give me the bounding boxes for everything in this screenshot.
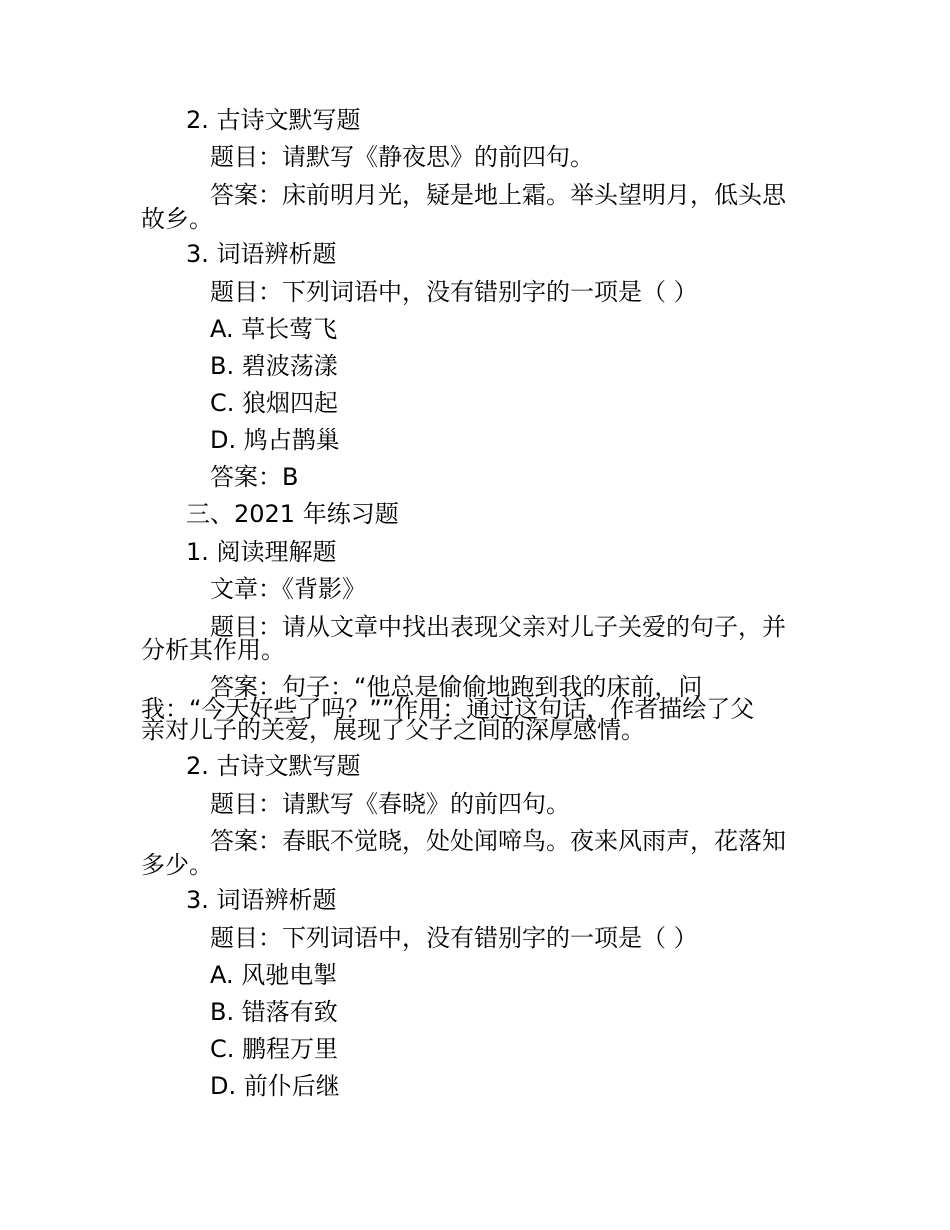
- reading-heading: 1. 阅读理解题: [186, 538, 337, 566]
- reading-answer: 答案：句子：“他总是偷偷地跑到我的床前，问: [210, 673, 703, 701]
- option-d-2: D. 前仆后继: [210, 1072, 340, 1100]
- reading-question: 题目：请从文章中找出表现父亲对儿子关爱的句子，并: [210, 613, 786, 641]
- poem-heading-2: 2. 古诗文默写题: [186, 752, 361, 780]
- word-heading: 3. 词语辨析题: [186, 240, 337, 268]
- option-c-2: C. 鹏程万里: [210, 1035, 339, 1063]
- word-answer: 答案：B: [210, 463, 299, 491]
- poem-answer-2-continued: 多少。: [141, 851, 213, 879]
- reading-answer-continued-2: 亲对儿子的关爱，展现了父子之间的深厚感情。: [141, 716, 645, 744]
- section-title: 三、2021 年练习题: [186, 500, 399, 528]
- reading-question-continued: 分析其作用。: [141, 636, 285, 664]
- poem-question-2: 题目：请默写《春晓》的前四句。: [210, 790, 570, 818]
- poem-question: 题目：请默写《静夜思》的前四句。: [210, 143, 594, 171]
- word-heading-2: 3. 词语辨析题: [186, 886, 337, 914]
- poem-heading: 2. 古诗文默写题: [186, 106, 361, 134]
- option-a: A. 草长莺飞: [210, 315, 338, 343]
- option-c: C. 狼烟四起: [210, 389, 339, 417]
- word-question: 题目：下列词语中，没有错别字的一项是（ ）: [210, 278, 698, 306]
- article-title: 文章：《背影》: [210, 575, 366, 603]
- option-b: B. 碧波荡漾: [210, 352, 338, 380]
- poem-answer-continued: 故乡。: [141, 205, 213, 233]
- reading-answer-continued: 我：“今天好些了吗？””作用：通过这句话，作者描绘了父: [141, 695, 755, 723]
- word-question-2: 题目：下列词语中，没有错别字的一项是（ ）: [210, 924, 698, 952]
- option-a-2: A. 风驰电掣: [210, 961, 338, 989]
- poem-answer: 答案：床前明月光，疑是地上霜。举头望明月，低头思: [210, 181, 786, 209]
- option-d: D. 鸠占鹊巢: [210, 426, 340, 454]
- option-b-2: B. 错落有致: [210, 998, 338, 1026]
- poem-answer-2: 答案：春眠不觉晓，处处闻啼鸟。夜来风雨声，花落知: [210, 827, 786, 855]
